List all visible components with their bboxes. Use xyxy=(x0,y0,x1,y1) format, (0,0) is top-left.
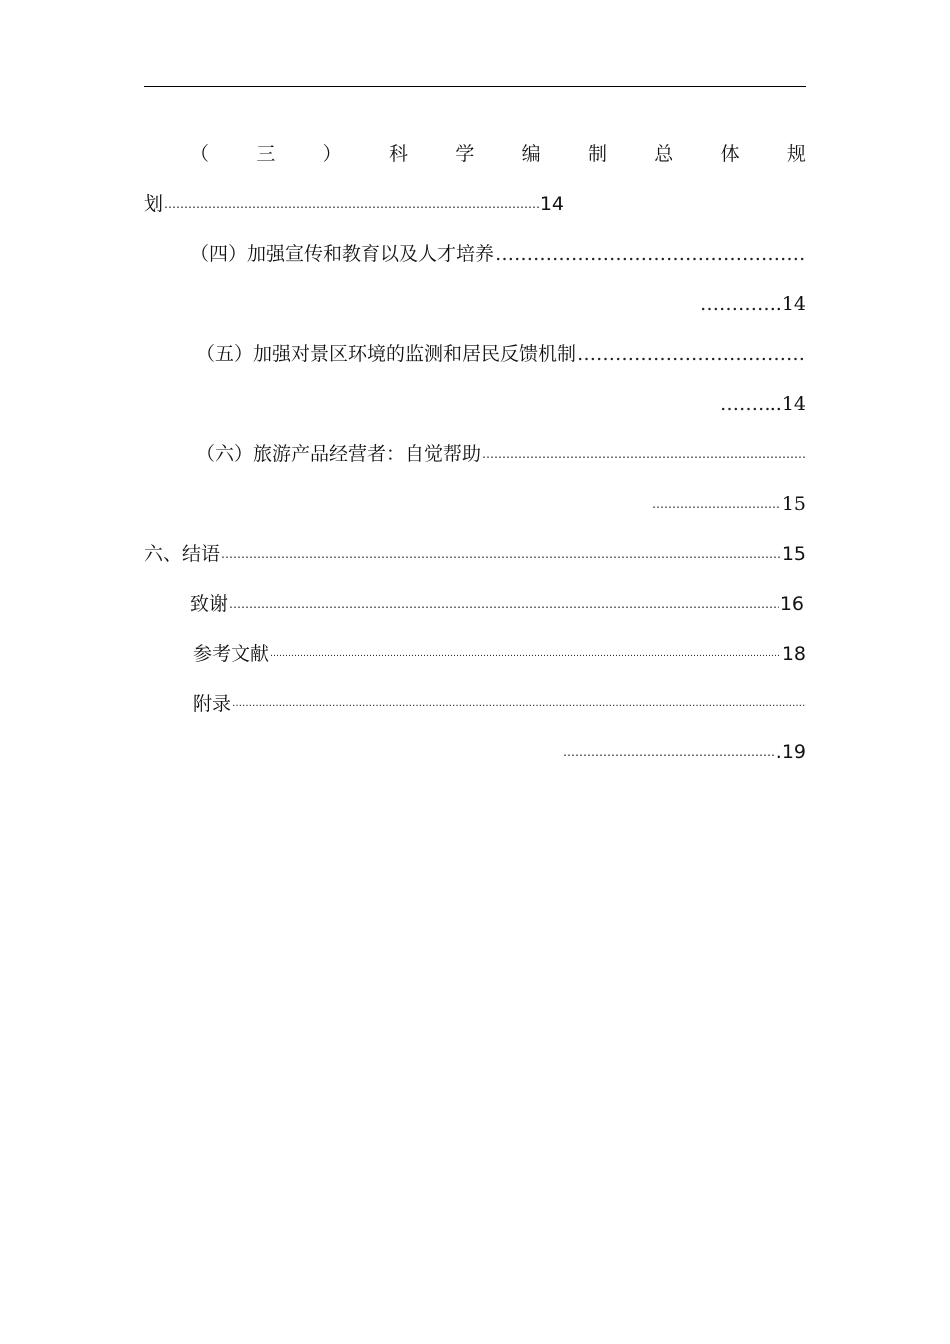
toc-item-3-line1[interactable] xyxy=(144,126,806,166)
toc-page-number: 14 xyxy=(539,193,564,215)
toc-leader-dots xyxy=(495,242,805,266)
toc-item-3-char: 科 xyxy=(388,143,408,165)
toc-leader-dots xyxy=(229,592,779,616)
toc-thanks-label: 致谢 xyxy=(190,593,229,615)
toc-leader-dots xyxy=(482,442,805,466)
toc-thanks[interactable] xyxy=(144,576,804,616)
toc-leader-dots xyxy=(270,642,781,666)
toc-item-3-char: 编 xyxy=(521,143,541,165)
toc-appendix-label: 附录 xyxy=(193,693,232,715)
toc-page-number: .19 xyxy=(775,741,806,763)
toc-appendix-line2[interactable] xyxy=(144,724,806,764)
toc-item-4-line1[interactable] xyxy=(144,226,806,266)
toc-item-3-char: 制 xyxy=(587,143,607,165)
toc-item-6-line1[interactable] xyxy=(144,426,806,466)
toc-chapter-6[interactable] xyxy=(144,526,806,566)
toc-references[interactable] xyxy=(144,626,806,666)
toc-leader-dots xyxy=(652,492,781,516)
toc-page-number: 15 xyxy=(781,493,806,515)
header-rule xyxy=(144,86,806,87)
toc-page-number: 15 xyxy=(781,543,806,565)
toc-leader-dots xyxy=(232,692,805,716)
toc-item-3-char: 总 xyxy=(654,143,674,165)
toc-page-number: 16 xyxy=(779,593,804,615)
toc-item-5-line2[interactable] xyxy=(144,376,806,416)
toc-page-number: ..14 xyxy=(769,293,806,315)
toc-leader-dots xyxy=(563,740,775,764)
toc-item-3-char: 学 xyxy=(455,143,475,165)
toc-item-3-tail: 划 xyxy=(144,193,164,215)
toc-item-3-char: 三 xyxy=(256,143,276,165)
toc-leader-dots xyxy=(221,542,781,566)
toc-leader-dots xyxy=(577,342,805,366)
toc-item-6-line2[interactable] xyxy=(144,476,806,516)
toc-chapter-6-label: 六、结语 xyxy=(144,543,221,565)
toc-leader-dots xyxy=(720,392,769,416)
toc-page-number: ..14 xyxy=(769,393,806,415)
toc-item-3-char: ） xyxy=(322,143,342,165)
toc-item-4-label: （四）加强宣传和教育以及人才培养 xyxy=(190,243,495,265)
toc-leader-dots xyxy=(164,192,539,216)
toc-appendix-line1[interactable] xyxy=(144,676,806,716)
toc-item-5-label: （五）加强对景区环境的监测和居民反馈机制 xyxy=(196,343,577,365)
toc-item-3-char: 体 xyxy=(720,143,740,165)
toc-page-number: 18 xyxy=(781,643,806,665)
toc-leader-dots xyxy=(700,292,769,316)
toc-item-5-line1[interactable] xyxy=(144,326,806,366)
toc-references-label: 参考文献 xyxy=(193,643,270,665)
toc-item-6-label: （六）旅游产品经营者：自觉帮助 xyxy=(196,443,482,465)
toc-item-3-char: 规 xyxy=(786,143,806,165)
toc-item-3-char: （ xyxy=(190,143,210,165)
toc-item-4-line2[interactable] xyxy=(144,276,806,316)
toc-item-3-line2[interactable] xyxy=(144,176,564,216)
